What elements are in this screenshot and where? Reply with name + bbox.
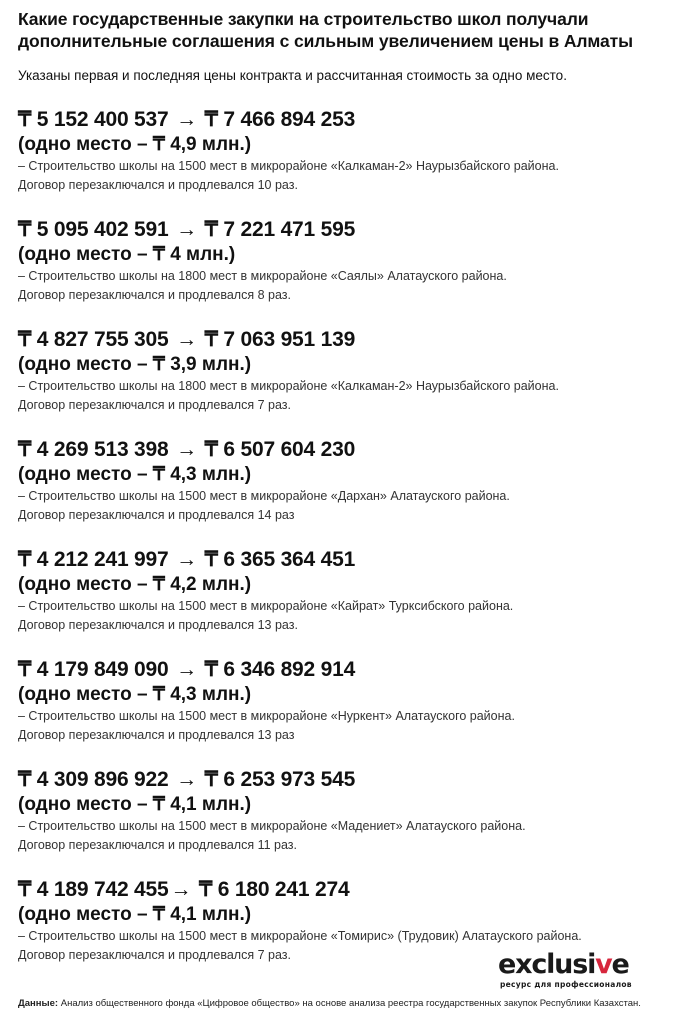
infographic-page bbox=[18, 8, 678, 962]
price-from: ₸ 4 212 241 997 bbox=[18, 548, 169, 571]
arrow-icon: → bbox=[176, 438, 197, 461]
price-change bbox=[18, 547, 678, 573]
contract-renewals: Договор перезаключался и продлевался 11 раз. bbox=[18, 838, 298, 852]
arrow-icon: → bbox=[170, 878, 192, 901]
price-from: ₸ 5 095 402 591 bbox=[18, 218, 169, 241]
contract-description: – Строительство школы на 1800 мест в микрорайоне «Саялы» Алатауского района. bbox=[18, 269, 507, 283]
arrow-icon: → bbox=[176, 218, 197, 241]
price-per-place: (одно место – ₸ 4,1 млн.) bbox=[18, 794, 252, 815]
logo-word-highlight: v bbox=[595, 949, 612, 980]
price-change bbox=[18, 877, 678, 903]
price-from: ₸ 5 152 400 537 bbox=[18, 108, 169, 131]
price-per-place: (одно место – ₸ 4,3 млн.) bbox=[18, 464, 252, 485]
contract-entry-5 bbox=[18, 547, 678, 657]
price-to: ₸ 6 253 973 545 bbox=[204, 768, 356, 791]
price-to: ₸ 6 507 604 230 bbox=[204, 438, 356, 461]
price-per-place: (одно место – ₸ 3,9 млн.) bbox=[18, 354, 252, 375]
price-per-place: (одно место – ₸ 4,2 млн.) bbox=[18, 574, 252, 595]
contract-description: – Строительство школы на 1500 мест в микрорайоне «Дархан» Алатауского района. bbox=[18, 489, 510, 503]
price-per-place: (одно место – ₸ 4 млн.) bbox=[18, 244, 236, 265]
contract-renewals: Договор перезаключался и продлевался 14 раз bbox=[18, 508, 295, 522]
page-title bbox=[18, 8, 678, 52]
contract-renewals: Договор перезаключался и продлевался 8 раз. bbox=[18, 288, 291, 302]
contract-renewals: Договор перезаключался и продлевался 7 раз. bbox=[18, 948, 291, 962]
contract-entry-1 bbox=[18, 107, 678, 217]
price-per-place: (одно место – ₸ 4,1 млн.) bbox=[18, 904, 252, 925]
contract-entry-2 bbox=[18, 217, 678, 327]
contract-description: – Строительство школы на 1800 мест в микрорайоне «Калкаман-2» Наурызбайского района. bbox=[18, 379, 559, 393]
exclusive-logo bbox=[498, 950, 658, 996]
contract-renewals: Договор перезаключался и продлевался 7 раз. bbox=[18, 398, 291, 412]
title-line-2: дополнительные соглашения с сильным увеличением цены в Алматы bbox=[18, 31, 633, 51]
contract-list bbox=[18, 107, 678, 987]
source-label: Данные: bbox=[18, 998, 59, 1009]
price-to: ₸ 7 221 471 595 bbox=[204, 218, 356, 241]
price-change bbox=[18, 327, 678, 353]
contract-description: – Строительство школы на 1500 мест в микрорайоне «Томирис» (Трудовик) Алатауского района. bbox=[18, 929, 582, 943]
price-to: ₸ 7 063 951 139 bbox=[204, 328, 356, 351]
logo-tagline: ресурс для профессионалов bbox=[500, 980, 632, 989]
arrow-icon: → bbox=[176, 658, 197, 681]
price-change bbox=[18, 437, 678, 463]
contract-description: – Строительство школы на 1500 мест в микрорайоне «Мадениет» Алатауского района. bbox=[18, 819, 526, 833]
price-to: ₸ 6 180 241 274 bbox=[198, 878, 350, 901]
logo-word-part2: e bbox=[611, 949, 629, 980]
contract-entry-3 bbox=[18, 327, 678, 437]
contract-description: – Строительство школы на 1500 мест в микрорайоне «Нуркент» Алатауского района. bbox=[18, 709, 515, 723]
price-from: ₸ 4 269 513 398 bbox=[18, 438, 169, 461]
contract-entry-7 bbox=[18, 767, 678, 877]
price-change bbox=[18, 767, 678, 793]
price-to: ₸ 6 346 892 914 bbox=[204, 658, 356, 681]
price-to: ₸ 7 466 894 253 bbox=[204, 108, 356, 131]
price-per-place: (одно место – ₸ 4,9 млн.) bbox=[18, 134, 252, 155]
price-change bbox=[18, 657, 678, 683]
contract-renewals: Договор перезаключался и продлевался 10 раз. bbox=[18, 178, 298, 192]
title-line-1: Какие государственные закупки на строительство школ получали bbox=[18, 9, 589, 29]
price-from: ₸ 4 827 755 305 bbox=[18, 328, 169, 351]
logo-word-part1: exclusi bbox=[498, 949, 596, 980]
arrow-icon: → bbox=[176, 328, 197, 351]
contract-description: – Строительство школы на 1500 мест в микрорайоне «Калкаман-2» Наурызбайского района. bbox=[18, 159, 559, 173]
source-text: Анализ общественного фонда «Цифровое общество» на основе анализа реестра государственных закупок Республики Казахстан. bbox=[58, 998, 641, 1009]
contract-description: – Строительство школы на 1500 мест в микрорайоне «Кайрат» Турксибского района. bbox=[18, 599, 514, 613]
price-from: ₸ 4 309 896 922 bbox=[18, 768, 169, 791]
contract-renewals: Договор перезаключался и продлевался 13 раз bbox=[18, 728, 295, 742]
price-change bbox=[18, 217, 678, 243]
arrow-icon: → bbox=[176, 108, 197, 131]
contract-renewals: Договор перезаключался и продлевался 13 раз. bbox=[18, 618, 298, 632]
arrow-icon: → bbox=[176, 548, 197, 571]
logo-wordmark bbox=[498, 950, 658, 980]
price-change bbox=[18, 107, 678, 133]
price-per-place: (одно место – ₸ 4,3 млн.) bbox=[18, 684, 252, 705]
page-subtitle: Указаны первая и последняя цены контракта и рассчитанная стоимость за одно место. bbox=[18, 68, 567, 83]
price-to: ₸ 6 365 364 451 bbox=[204, 548, 356, 571]
data-source-note bbox=[18, 998, 641, 1010]
price-from: ₸ 4 189 742 455 bbox=[18, 878, 169, 901]
contract-entry-4 bbox=[18, 437, 678, 547]
contract-entry-6 bbox=[18, 657, 678, 767]
price-from: ₸ 4 179 849 090 bbox=[18, 658, 169, 681]
arrow-icon: → bbox=[176, 768, 197, 791]
